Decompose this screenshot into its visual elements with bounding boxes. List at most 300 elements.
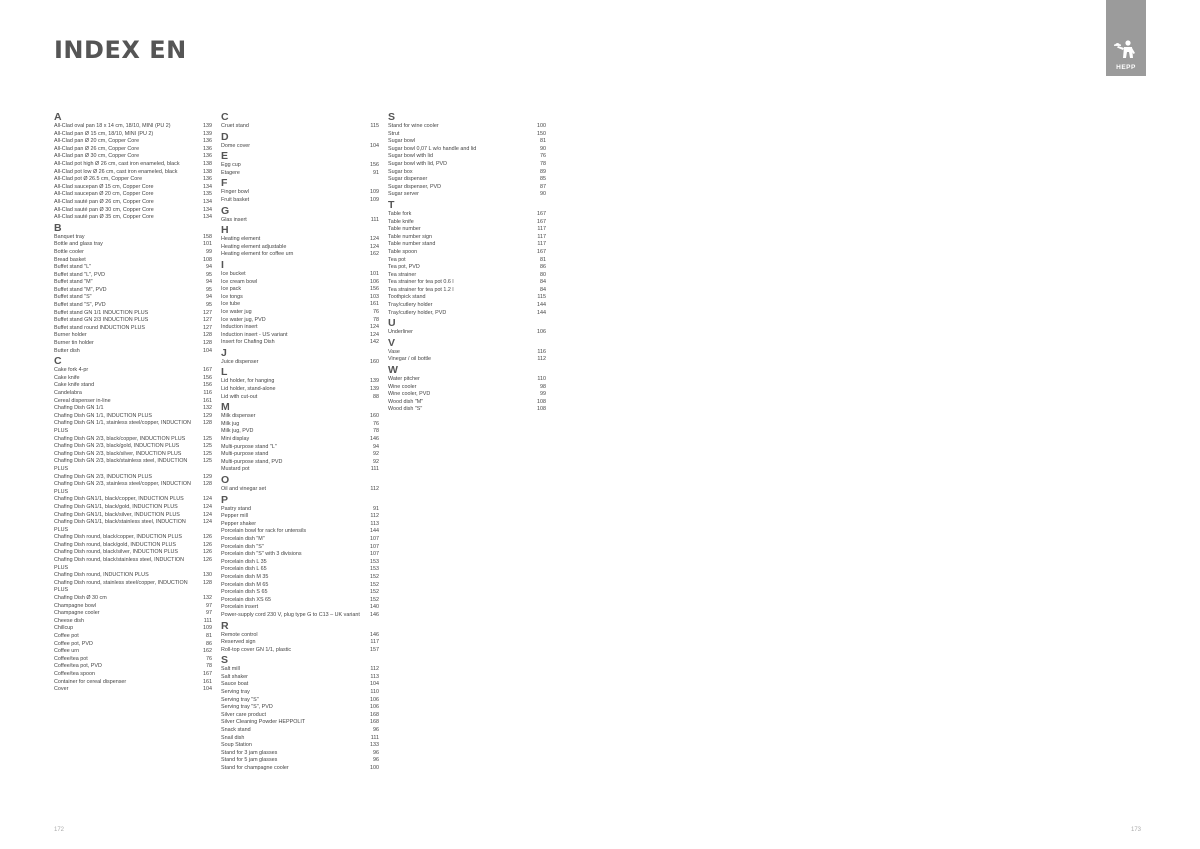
index-entry <box>388 138 546 146</box>
index-entry <box>388 391 546 399</box>
entry-page: 128 <box>203 332 212 339</box>
entry-page: 81 <box>540 256 546 263</box>
index-entry <box>54 390 212 398</box>
entry-name: Ice water jug <box>221 308 252 315</box>
entry-name: Fruit basket <box>221 196 250 203</box>
entry-name: Buffet stand "M" <box>54 279 93 286</box>
index-entry <box>388 146 546 154</box>
entry-page: 115 <box>537 294 546 301</box>
letter-heading: R <box>221 619 229 632</box>
entry-name: Porcelain insert <box>221 604 259 611</box>
entry-page: 78 <box>373 316 379 323</box>
entry-name: Mustard pot <box>221 466 250 473</box>
index-entry <box>221 271 379 279</box>
entry-name: Tea strainer for tea pot 1.2 l <box>388 286 454 293</box>
entry-page: 136 <box>203 138 212 145</box>
entry-name: Pepper shaker <box>221 520 257 527</box>
index-column-1 <box>54 111 212 694</box>
entry-name: Wine cooler, PVD <box>388 391 431 398</box>
entry-name: Chafing Dish GN 2/3, black/gold, INDUCTION PLUS <box>54 443 180 450</box>
entry-page: 106 <box>537 329 546 336</box>
index-entry <box>388 176 546 184</box>
entry-name: Sugar bowl with lid, PVD <box>388 160 448 167</box>
entry-name: Chafing Dish GN 2/3, stainless steel/copper, INDUCTION PLUS <box>54 481 191 495</box>
entry-page: 78 <box>206 663 212 670</box>
entry-name: Chafing Dish round, black/stainless steel, INDUCTION PLUS <box>54 557 185 571</box>
index-entry <box>388 356 546 364</box>
entry-name: Tea pot, PVD <box>388 264 420 271</box>
entry-name: Porcelain dish M 65 <box>221 581 269 588</box>
entry-name: Tea strainer for tea pot 0.6 l <box>388 279 454 286</box>
index-entry <box>221 413 379 421</box>
entry-page: 97 <box>206 602 212 609</box>
entry-name: Sugar bowl with lid <box>388 153 433 160</box>
entry-name: Strut <box>388 130 400 137</box>
index-entry <box>388 302 546 310</box>
entry-page: 125 <box>203 435 212 442</box>
index-entry <box>54 656 212 664</box>
index-entry <box>221 459 379 467</box>
entry-name: Cruet stand <box>221 123 249 129</box>
index-entry <box>221 162 379 170</box>
entry-name: Buffet stand "S" <box>54 294 92 301</box>
entry-page: 138 <box>203 168 212 175</box>
entry-name: Coffee/tea pot, PVD <box>54 663 102 670</box>
entry-name: Serving tray "S" <box>221 696 259 703</box>
index-entry <box>221 647 379 655</box>
entry-name: Burner holder <box>54 332 87 339</box>
entry-name: Buffet stand GN 1/1 INDUCTION PLUS <box>54 309 149 316</box>
letter-heading: F <box>221 177 228 190</box>
index-entry <box>54 264 212 272</box>
entry-name: Porcelain bowl for rack for untensils <box>221 528 307 535</box>
entry-name: Porcelain dish L 65 <box>221 566 267 573</box>
index-entry <box>388 264 546 272</box>
entry-page: 95 <box>206 286 212 293</box>
entry-name: Snail dish <box>221 734 245 741</box>
index-entry <box>221 735 379 743</box>
entry-name: Table fork <box>388 210 412 217</box>
index-entry <box>221 244 379 252</box>
index-entry <box>221 704 379 712</box>
index-entry <box>221 674 379 682</box>
entry-page: 107 <box>370 543 379 550</box>
index-entry <box>54 648 212 656</box>
entry-name: Chafing Dish GN 2/3, black/stainless steel, INDUCTION PLUS <box>54 458 188 472</box>
entry-name: Multi-purpose stand, PVD <box>221 458 283 465</box>
letter-heading: W <box>388 364 398 377</box>
entry-page: 98 <box>540 383 546 390</box>
entry-name: Stand for 5 jam glasses <box>221 757 278 764</box>
entry-name: Oil and vinegar set <box>221 486 266 492</box>
index-entry <box>221 513 379 521</box>
entry-name: Wood dish "M" <box>388 398 424 405</box>
entry-page: 146 <box>370 631 379 638</box>
entry-page: 76 <box>540 153 546 160</box>
entry-name: Milk dispenser <box>221 413 256 420</box>
index-entry <box>54 340 212 348</box>
entry-page: 124 <box>370 236 379 243</box>
entry-page: 136 <box>203 145 212 152</box>
index-entry <box>221 294 379 302</box>
entry-name: Silver Cleaning Powder HEPPOLIT <box>221 719 306 726</box>
entry-name: Underliner <box>388 329 413 336</box>
entry-page: 133 <box>370 742 379 749</box>
index-entry <box>54 207 212 215</box>
page-number-left: 172 <box>54 827 65 833</box>
brand-logo <box>1106 0 1146 76</box>
index-entry <box>388 384 546 392</box>
entry-page: 94 <box>206 294 212 301</box>
entry-name: Sugar server <box>388 191 419 198</box>
entry-name: Porcelain dish "S" with 3 divisions <box>221 551 302 558</box>
entry-name: Coffee/tea spoon <box>54 670 95 677</box>
entry-name: Juice dispenser <box>221 358 259 365</box>
index-entry <box>388 294 546 302</box>
entry-name: Porcelain dish "S" <box>221 543 264 550</box>
entry-name: Sugar dispenser <box>388 176 428 183</box>
entry-page: 101 <box>203 241 212 248</box>
entry-page: 139 <box>370 378 379 385</box>
index-entry <box>388 272 546 280</box>
index-entry <box>54 618 212 626</box>
entry-page: 168 <box>370 719 379 726</box>
entry-page: 150 <box>537 130 546 137</box>
entry-name: Wood dish "S" <box>388 406 423 413</box>
index-entry <box>54 557 212 572</box>
entry-page: 107 <box>370 551 379 558</box>
entry-page: 124 <box>203 519 212 526</box>
entry-name: Bottle and glass tray <box>54 241 103 248</box>
entry-name: Butter dish <box>54 347 80 354</box>
entry-name: Power-supply cord 230 V, plug type G to C13 – UK variant <box>221 611 360 618</box>
entry-name: Chafing Dish GN 1/1, INDUCTION PLUS <box>54 412 152 419</box>
index-entry <box>221 466 379 474</box>
entry-page: 158 <box>203 233 212 240</box>
letter-heading: A <box>54 111 62 123</box>
entry-name: Remote control <box>221 631 258 638</box>
entry-page: 138 <box>203 160 212 167</box>
entry-page: 146 <box>370 611 379 618</box>
index-entry <box>54 443 212 451</box>
entry-page: 106 <box>370 704 379 711</box>
entry-name: Chafing Dish GN1/1, black/copper, INDUCTION PLUS <box>54 496 184 503</box>
entry-name: Coffee pot <box>54 633 79 639</box>
index-entry <box>388 123 546 131</box>
entry-page: 129 <box>203 412 212 419</box>
index-entry <box>388 287 546 295</box>
entry-name: All-Clad sauté pan Ø 26 cm, Copper Core <box>54 198 154 205</box>
letter-heading: V <box>388 336 396 349</box>
entry-page: 106 <box>370 696 379 703</box>
entry-name: Mini display <box>221 436 250 443</box>
entry-page: 156 <box>370 286 379 293</box>
entry-name: Sauce boat <box>221 681 249 688</box>
entry-name: Chafing Dish GN 2/3, black/silver, INDUCTION PLUS <box>54 450 182 457</box>
index-entry <box>221 428 379 436</box>
entry-name: Multi-purpose stand "L" <box>221 443 277 450</box>
entry-name: Container for cereal dispenser <box>54 678 127 685</box>
entry-name: Chillcup <box>54 625 74 632</box>
entry-page: 99 <box>540 391 546 398</box>
letter-heading: S <box>388 111 396 123</box>
index-entry <box>54 610 212 618</box>
letter-heading: O <box>221 474 230 486</box>
entry-name: Dome cover <box>221 142 251 149</box>
index-entry <box>54 398 212 406</box>
index-entry <box>221 324 379 332</box>
entry-page: 124 <box>370 243 379 250</box>
entry-name: Burner tin holder <box>54 340 94 347</box>
index-entry <box>388 169 546 177</box>
index-entry <box>388 184 546 192</box>
index-entry <box>54 310 212 318</box>
index-entry <box>54 146 212 154</box>
entry-name: Bread basket <box>54 256 86 263</box>
entry-name: Multi-purpose stand <box>221 451 269 458</box>
entry-page: 91 <box>373 169 379 176</box>
index-entry <box>221 582 379 590</box>
entry-name: Cake knife stand <box>54 382 95 389</box>
entry-name: Toothpick stand <box>388 294 426 301</box>
entry-page: 132 <box>203 405 212 412</box>
index-entry <box>388 249 546 257</box>
entry-page: 78 <box>373 428 379 435</box>
index-entry <box>388 310 546 318</box>
letter-heading: L <box>221 366 228 379</box>
entry-page: 89 <box>540 168 546 175</box>
index-entry <box>54 405 212 413</box>
entry-page: 134 <box>203 206 212 213</box>
entry-page: 136 <box>203 153 212 160</box>
entry-page: 80 <box>540 271 546 278</box>
entry-page: 81 <box>540 138 546 145</box>
entry-name: Egg cup <box>221 162 241 169</box>
entry-page: 126 <box>203 541 212 548</box>
entry-page: 76 <box>373 308 379 315</box>
index-entry <box>54 671 212 679</box>
entry-name: Milk jug <box>221 420 240 427</box>
entry-name: All-Clad saucepan Ø 20 cm, Copper Core <box>54 191 154 198</box>
index-entry <box>54 176 212 184</box>
entry-page: 153 <box>370 566 379 573</box>
index-entry <box>221 123 379 131</box>
index-entry <box>54 325 212 333</box>
index-entry <box>221 309 379 317</box>
entry-page: 124 <box>370 331 379 338</box>
entry-page: 104 <box>370 681 379 688</box>
entry-page: 117 <box>537 233 546 240</box>
page-title: INDEX EN <box>54 36 187 64</box>
entry-page: 156 <box>370 162 379 169</box>
entry-name: Porcelain dish S 65 <box>221 589 268 596</box>
entry-page: 126 <box>203 557 212 564</box>
entry-page: 135 <box>203 191 212 198</box>
entry-page: 144 <box>537 309 546 316</box>
entry-page: 116 <box>537 348 546 355</box>
entry-name: Induction insert - US variant <box>221 331 288 338</box>
entry-page: 140 <box>370 604 379 611</box>
index-entry <box>54 169 212 177</box>
index-entry <box>221 666 379 674</box>
entry-name: Vase <box>388 348 400 355</box>
entry-page: 110 <box>370 689 379 696</box>
entry-name: All-Clad sauté pan Ø 35 cm, Copper Core <box>54 214 154 221</box>
page-number-right: 173 <box>1131 827 1142 833</box>
index-entry <box>221 574 379 582</box>
index-entry <box>54 572 212 580</box>
index-entry <box>54 131 212 139</box>
index-entry <box>221 143 379 151</box>
entry-page: 132 <box>203 595 212 602</box>
entry-page: 161 <box>203 397 212 404</box>
entry-page: 157 <box>370 646 379 653</box>
index-entry <box>54 138 212 146</box>
entry-page: 144 <box>370 528 379 535</box>
index-entry <box>221 689 379 697</box>
entry-name: All-Clad saucepan Ø 15 cm, Copper Core <box>54 183 154 190</box>
index-entry <box>388 131 546 139</box>
entry-page: 161 <box>370 301 379 308</box>
entry-page: 106 <box>370 278 379 285</box>
entry-name: Bottle cooler <box>54 248 84 255</box>
entry-page: 152 <box>370 581 379 588</box>
entry-name: All-Clad pan Ø 26 cm, Copper Core <box>54 145 140 152</box>
entry-page: 134 <box>203 183 212 190</box>
index-entry <box>54 512 212 520</box>
entry-page: 126 <box>203 534 212 541</box>
entry-page: 161 <box>203 678 212 685</box>
letter-heading: C <box>54 355 62 368</box>
index-entry <box>54 123 212 131</box>
index-entry <box>221 528 379 536</box>
index-entry <box>221 639 379 647</box>
entry-name: Porcelain dish L 35 <box>221 558 267 565</box>
entry-name: Lid holder, for hanging <box>221 378 275 385</box>
index-entry <box>221 612 379 620</box>
entry-name: Banquet tray <box>54 233 85 240</box>
index-entry <box>221 697 379 705</box>
entry-page: 86 <box>206 640 212 647</box>
entry-name: Heating element for coffee urn <box>221 251 294 258</box>
entry-page: 110 <box>537 376 546 383</box>
index-entry <box>54 413 212 421</box>
entry-name: Salt mill <box>221 666 240 673</box>
entry-page: 103 <box>370 293 379 300</box>
index-entry <box>54 382 212 390</box>
entry-page: 96 <box>373 727 379 734</box>
entry-name: Ice water jug, PVD <box>221 316 266 323</box>
entry-page: 101 <box>370 270 379 277</box>
entry-page: 117 <box>537 241 546 248</box>
entry-page: 100 <box>370 765 379 771</box>
entry-page: 162 <box>203 648 212 655</box>
index-entry <box>54 317 212 325</box>
index-entry <box>221 544 379 552</box>
entry-page: 109 <box>370 196 379 203</box>
entry-page: 115 <box>370 123 379 129</box>
waiter-figure-icon <box>1113 40 1139 60</box>
entry-page: 95 <box>206 302 212 309</box>
entry-name: Sugar box <box>388 168 413 175</box>
entry-page: 167 <box>537 248 546 255</box>
entry-page: 125 <box>203 443 212 450</box>
letter-heading: I <box>221 258 224 271</box>
entry-name: Buffet stand "L", PVD <box>54 271 106 278</box>
index-entry <box>388 191 546 199</box>
index-column-3 <box>388 111 546 414</box>
entry-name: Porcelain dish "M" <box>221 535 265 542</box>
entry-page: 128 <box>203 420 212 427</box>
entry-page: 104 <box>370 142 379 149</box>
entry-name: Candelabra <box>54 390 82 396</box>
entry-name: Buffet stand round INDUCTION PLUS <box>54 324 145 331</box>
entry-name: Chafing Dish GN 1/1 <box>54 405 104 412</box>
entry-page: 160 <box>370 358 379 365</box>
entry-page: 136 <box>203 176 212 183</box>
entry-page: 109 <box>370 189 379 196</box>
entry-name: Champagne cooler <box>54 610 100 617</box>
entry-name: Vinegar / oil bottle <box>388 356 432 363</box>
index-entry <box>221 251 379 259</box>
index-entry <box>221 421 379 429</box>
entry-name: Ice cream bowl <box>221 278 258 285</box>
index-entry <box>54 272 212 280</box>
index-entry <box>221 332 379 340</box>
entry-page: 117 <box>537 226 546 233</box>
entry-page: 134 <box>203 214 212 221</box>
entry-name: All-Clad sauté pan Ø 30 cm, Copper Core <box>54 206 154 213</box>
entry-page: 76 <box>206 655 212 662</box>
index-entry <box>54 633 212 641</box>
entry-name: Cake knife <box>54 374 80 381</box>
index-entry <box>221 189 379 197</box>
entry-page: 113 <box>370 520 379 527</box>
index-entry <box>221 589 379 597</box>
index-entry <box>388 211 546 219</box>
entry-page: 167 <box>203 367 212 374</box>
letter-heading: H <box>221 224 229 237</box>
entry-page: 78 <box>540 160 546 167</box>
entry-name: Ice pack <box>221 286 242 293</box>
letter-heading: S <box>221 654 229 667</box>
index-entry <box>221 604 379 612</box>
index-entry <box>221 279 379 287</box>
entry-name: Sugar bowl <box>388 138 415 145</box>
entry-page: 88 <box>373 393 379 400</box>
brand-logo-text: HEPP <box>1116 64 1136 71</box>
entry-page: 108 <box>537 406 546 413</box>
index-entry <box>221 757 379 765</box>
entry-name: Sugar bowl 0,07 L w/o handle and lid <box>388 145 477 152</box>
entry-page: 95 <box>206 271 212 278</box>
entry-name: Roll-top cover GN 1/1, plastic <box>221 646 292 653</box>
index-entry <box>221 765 379 773</box>
entry-page: 104 <box>203 686 212 693</box>
index-entry <box>221 286 379 294</box>
letter-heading: G <box>221 204 230 217</box>
entry-page: 99 <box>206 248 212 255</box>
entry-name: Tea pot <box>388 256 406 263</box>
entry-name: Stand for wine cooler <box>388 123 439 129</box>
index-entry <box>54 496 212 504</box>
entry-name: Buffet stand GN 2/3 INDUCTION PLUS <box>54 317 149 324</box>
entry-page: 94 <box>206 264 212 271</box>
entry-page: 96 <box>373 757 379 764</box>
entry-name: Wine cooler <box>388 383 417 390</box>
entry-name: All-Clad pot high Ø 26 cm, cast iron enameled, black <box>54 160 180 167</box>
index-entry <box>221 632 379 640</box>
